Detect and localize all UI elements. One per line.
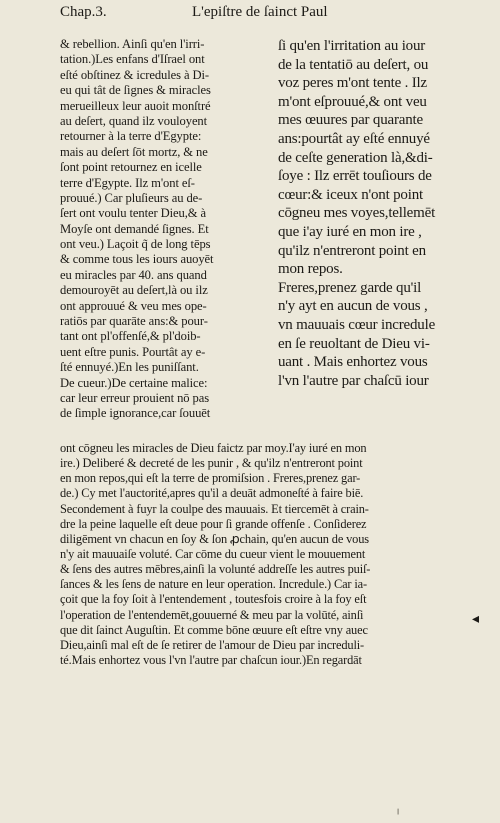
text-line: dre la peine laquelle eſt deue pour ſi grande offenſe . Conſiderez: [60, 516, 367, 531]
ink-speck-icon: ╵: [395, 810, 402, 821]
text-line: çoit que la foy ſoit à l'entendement , toutesfois croire à la foy eſt: [60, 592, 367, 607]
verse-line: cōgneu mes voyes,tellemēt: [278, 205, 436, 222]
text-line: n'y ait mauuaiſe voluté. Car cōme du cueur vient le mouuement: [60, 546, 366, 561]
text-line: prouué.) Car pluſieurs au de-: [60, 190, 203, 205]
text-line: ſert ont voulu tenter Dieu,& à: [60, 206, 206, 221]
verse-line: de ceſte generation là,&di-: [278, 149, 433, 166]
verse-line: Freres,prenez garde qu'il: [278, 279, 422, 296]
verse-line: n'y ayt en aucun de vous ,: [278, 298, 428, 315]
text-line: Moyſe ont demandé ſignes. Et: [60, 221, 209, 236]
text-line: ſté ennuyé.)En les puniſſant.: [60, 360, 199, 375]
verse-line: ſoye : Ilz errēt touſiours de: [278, 168, 432, 185]
verse-line: qu'ilz n'entreront point en: [278, 242, 426, 259]
text-line: ont veu.) Laçoit q̃ de long tēps: [60, 237, 211, 252]
verse-line: m'ont eſprouué,& ont veu: [278, 93, 427, 110]
verse-line: ſi qu'en l'irritation au iour: [278, 38, 426, 54]
text-line: De cueur.)De certaine malice:: [60, 375, 208, 390]
verse-line: vn mauuais cœur incredule: [278, 316, 436, 333]
text-line: en mon repos,qui eſt la terre de promiſsion . Freres,prenez gar-: [60, 471, 361, 486]
text-line: mais au deſert ſōt mortz, & ne: [60, 144, 208, 159]
chapter-number: Chap.3.: [60, 4, 107, 20]
text-line: diligēment vn chacun en ſoy & ſon ꝓchain, qu'en aucun de vous: [60, 531, 369, 546]
text-line: eu qui tât de ſignes & miracles: [60, 83, 211, 98]
verse-line: de la tentatiō au deſert, ou: [278, 56, 429, 73]
text-line: uent eſtre punis. Pourtât ay e-: [60, 344, 206, 359]
margin-arrow-icon: ◂: [472, 612, 480, 627]
verse-line: mon repos.: [278, 261, 343, 278]
text-line: eſté obſtinez & icredules à Di-: [60, 67, 210, 82]
text-line: car leur erreur prouient nō pas: [60, 390, 210, 405]
text-line: té.Mais enhortez vous l'vn l'autre par chaſcun iour.)En regardāt: [60, 652, 362, 667]
text-line: Secondement à fuyr la coulpe des mauuais. Et tiercemēt à crain-: [60, 501, 369, 516]
text-line: merueilleux leur auoit monſtré: [60, 98, 211, 113]
text-line: que dit ſainct Auguſtin. Et comme bōne œuure eſt eſtre vny auec: [60, 622, 368, 637]
text-line: l'operation de l'entendemēt,gouuerné & meu par la volūté, ainſi: [60, 607, 364, 622]
verse-line: ans:pourtât ay eſté ennuyé: [278, 130, 430, 147]
text-line: demouroyēt au deſert,là ou ilz: [60, 283, 208, 298]
text-line: & rebellion. Ainſi qu'en l'irri-: [60, 37, 205, 51]
text-line: de ſimple ignorance,car ſouuēt: [60, 406, 211, 421]
text-line: ire.) Deliberé & decreté de les punir , & qu'ilz n'entreront point: [60, 456, 363, 471]
verse-line: que i'ay iuré en mon ire ,: [278, 223, 422, 240]
text-line: ont cōgneu les miracles de Dieu faictz par moy.I'ay iuré en mon: [60, 441, 367, 455]
text-line: ont approuué & veu mes ope-: [60, 298, 207, 313]
verse-line: en ſe reuoltant de Dieu vi-: [278, 335, 430, 352]
scripture-column: [278, 37, 478, 390]
verse-line: cœur:& iceux n'ont point: [278, 186, 423, 203]
verse-line: l'vn l'autre par chaſcū iour: [278, 372, 429, 389]
running-title: L'epiſtre de ſainct Paul: [192, 4, 328, 20]
verse-line: voz peres m'ont tente . Ilz: [278, 75, 427, 92]
text-line: & ſens des autres mēbres,ainſi la volunté addreſſe les autres puiſ-: [60, 562, 371, 577]
text-line: eu miracles par 40. ans quand: [60, 267, 207, 282]
text-line: Dieu,ainſi mal eſt de ſe retirer de l'amour de Dieu par increduli-: [60, 637, 365, 652]
text-line: de.) Cy met l'auctorité,apres qu'il a deuāt admoneſté à faire biē.: [60, 486, 364, 501]
verse-line: mes œuures par quarante: [278, 112, 423, 129]
text-line: tant ont pl'offenſé,& pl'doib-: [60, 329, 201, 344]
page-header: [60, 4, 485, 26]
text-line: ſont point retournez en icelle: [60, 160, 202, 175]
text-line: tation.)Les enfans d'Iſrael ont: [60, 52, 205, 67]
text-line: terre d'Egypte. Ilz m'ont eſ-: [60, 175, 195, 190]
text-line: au deſert, quand ilz vouloyent: [60, 113, 208, 128]
verse-line: uant . Mais enhortez vous: [278, 354, 428, 371]
commentary-column: [60, 37, 270, 422]
commentary-continuation: [60, 441, 490, 668]
text-line: ratiōs par quarāte ans:& pour-: [60, 314, 208, 329]
text-line: & comme tous les iours auoyēt: [60, 252, 214, 267]
text-line: ſances & les ſens de nature en leur operation. Incredule.) Car ia-: [60, 577, 367, 592]
text-line: retourner à la terre d'Egypte:: [60, 129, 202, 144]
